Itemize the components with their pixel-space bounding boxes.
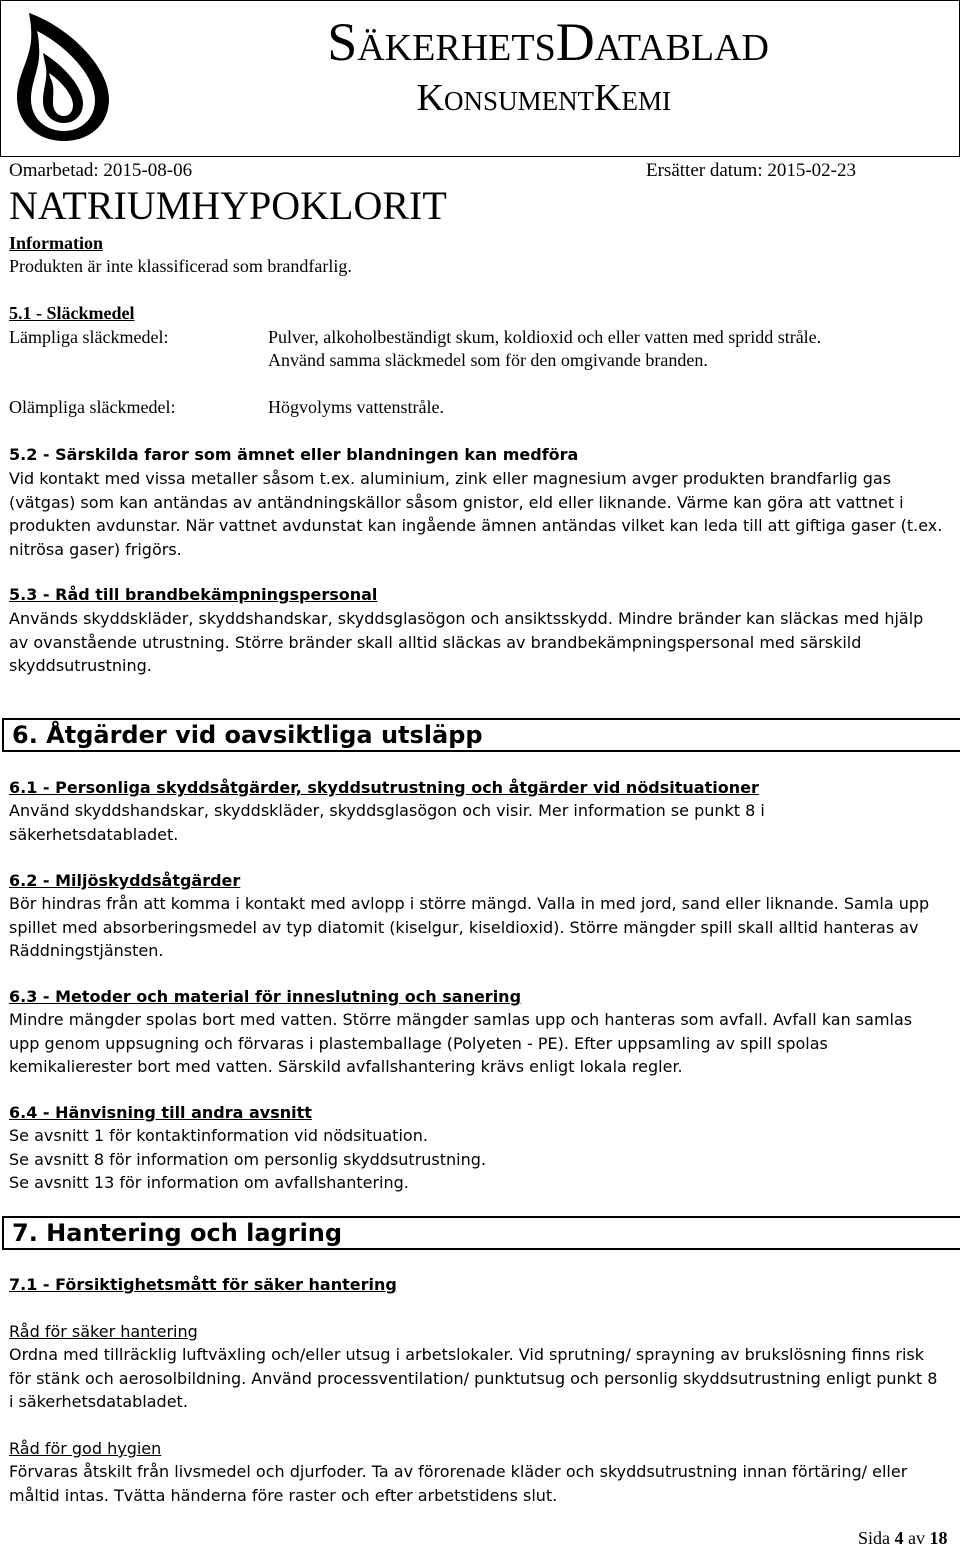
text-line: skyddsutrustning.	[9, 656, 152, 675]
hygiene-heading: Råd för god hygien	[9, 1439, 162, 1458]
section-6-4-text	[9, 1124, 953, 1195]
page-number	[858, 1528, 948, 1549]
section-6-1-text	[9, 799, 953, 846]
section-5-3-heading: 5.3 - Råd till brandbekämpningspersonal	[9, 585, 378, 604]
text-line: (vätgas) som kan antändas av antändningskällor såsom gnistor, eld eller liknande. Värme kan göra att vattnet i	[9, 492, 904, 512]
text-line: produkten avdunstar. När vattnet avdunstat kan ingående ämnen antändas vilket kan leda till att giftiga gaser (t.ex.	[9, 516, 943, 535]
page-prefix: Sida	[858, 1528, 891, 1548]
text-line: i säkerhetsdatabladet.	[9, 1392, 188, 1411]
hygiene-text	[9, 1460, 953, 1507]
text-line: Bör hindras från att komma i kontakt med avlopp i större mängd. Valla in med jord, sand eller liknande. Samla upp	[9, 894, 930, 913]
suitable-line-2: Använd samma släckmedel som för den omgivande branden.	[268, 350, 708, 370]
section-5-3-text	[9, 607, 953, 678]
text-line: Ordna med tillräcklig luftväxling och/eller utsug i arbetslokaler. Vid sprutning/ sprayning av brukslösning finns risk	[9, 1345, 924, 1364]
text-line: Se avsnitt 1 för kontaktinformation vid nödsituation.	[9, 1126, 428, 1145]
revised-date: Omarbetad: 2015-08-06	[9, 160, 193, 181]
info-text: Produkten är inte klassificerad som brandfarlig.	[9, 256, 352, 276]
text-line: Förvaras åtskilt från livsmedel och djurfoder. Ta av förorenade kläder och skyddsutrustning innan förtäring/ eller	[9, 1462, 908, 1481]
text-line: upp genom uppsugning och förvaras i plastemballage (Polyeten - PE). Efter uppsamling av spill spolas	[9, 1033, 828, 1053]
text-line: Används skyddskläder, skyddshandskar, skyddsglasögon och ansiktsskydd. Mindre bränder kan släckas med hjälp	[9, 609, 924, 628]
text-line: måltid intas. Tvätta händerna före raster och efter arbetstidens slut.	[9, 1485, 558, 1505]
text-line: Använd skyddshandskar, skyddskläder, skyddsglasögon och visir. Mer information se punkt 8 i	[9, 801, 765, 820]
text-line: säkerhetsdatabladet.	[9, 824, 179, 844]
section-7-1-heading: 7.1 - Försiktighetsmått för säker hantering	[9, 1275, 397, 1294]
section-6-2-heading: 6.2 - Miljöskyddsåtgärder	[9, 871, 241, 890]
replaces-date: Ersätter datum: 2015-02-23	[646, 160, 857, 181]
section-5-1-heading: 5.1 - Släckmedel	[9, 303, 135, 323]
text-line: Räddningstjänsten.	[9, 941, 164, 960]
text-line: Se avsnitt 8 för information om personlig skyddsutrustning.	[9, 1149, 486, 1169]
text-line: spillet med absorberingsmedel av typ diatomit (kiselgur, kiseldioxid). Större mängder spill skall alltid hanteras av	[9, 917, 919, 937]
section-5-2-text	[9, 467, 953, 561]
section-6-2-text	[9, 892, 953, 963]
document-title: SäkerhetsDatablad	[327, 12, 769, 72]
text-line: kemikalierester bort med vatten. Särskild avfallshantering krävs enligt lokala regler.	[9, 1057, 683, 1076]
safe-handling-heading: Råd för säker hantering	[9, 1322, 198, 1341]
text-line: Mindre mängder spolas bort med vatten. Större mängder samlas upp och hanteras som avfall. Avfall kan samlas	[9, 1010, 913, 1029]
info-heading: Information	[9, 233, 103, 253]
text-line: av ovanstående utrustning. Större bränder skall alltid släckas av brandbekämpningspersonal med särskild	[9, 632, 862, 652]
section-6-title: 6. Åtgärder vid oavsiktliga utsläpp	[2, 718, 960, 752]
section-6-3-heading: 6.3 - Metoder och material för inneslutning och sanering	[9, 987, 522, 1006]
page-total: 18	[929, 1528, 948, 1548]
page-of: av	[908, 1528, 926, 1548]
text-line: Vid kontakt med vissa metaller såsom t.ex. aluminium, zink eller magnesium avger produkten brandfarlig gas	[9, 469, 892, 488]
section-5-2-heading: 5.2 - Särskilda faror som ämnet eller blandningen kan medföra	[9, 445, 579, 464]
header-box	[0, 0, 960, 157]
product-name: NATRIUMHYPOKLORIT	[9, 183, 447, 228]
unsuitable-label: Olämpliga släckmedel:	[9, 397, 176, 417]
safe-handling-text	[9, 1343, 953, 1414]
text-line: nitrösa gaser) frigörs.	[9, 539, 182, 559]
section-6-3-text	[9, 1008, 953, 1079]
text-line: för stänk och aerosolbildning. Använd processventilation/ punktutsug och personlig skyddsutrustning enligt punkt 8	[9, 1368, 938, 1388]
drop-logo-icon	[9, 7, 119, 145]
text-line: Se avsnitt 13 för information om avfallshantering.	[9, 1173, 409, 1192]
section-7-title: 7. Hantering och lagring	[2, 1216, 960, 1250]
section-6-4-heading: 6.4 - Hänvisning till andra avsnitt	[9, 1103, 312, 1122]
suitable-line-1: Pulver, alkoholbeständigt skum, koldioxid och eller vatten med spridd stråle.	[268, 327, 822, 347]
page-current: 4	[894, 1528, 904, 1548]
suitable-label: Lämpliga släckmedel:	[9, 327, 169, 347]
document-subtitle: KonsumentKemi	[416, 77, 671, 119]
unsuitable-value: Högvolyms vattenstråle.	[268, 397, 444, 417]
section-6-1-heading: 6.1 - Personliga skyddsåtgärder, skyddsutrustning och åtgärder vid nödsituationer	[9, 778, 759, 797]
